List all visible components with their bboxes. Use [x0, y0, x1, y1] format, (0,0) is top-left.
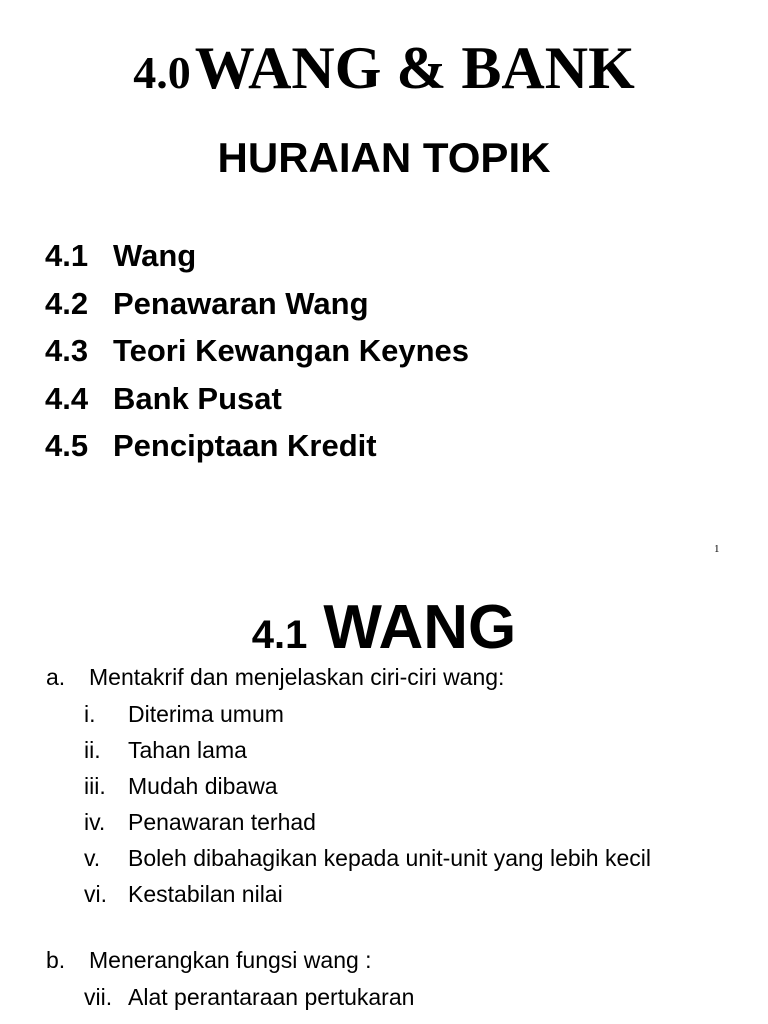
section-label: a.: [46, 664, 66, 690]
item-text: Penawaran terhad: [128, 809, 316, 835]
item-number: i.: [84, 701, 96, 727]
topic-number: 4.5: [45, 428, 89, 463]
title-text: WANG & BANK: [194, 35, 635, 101]
title-text: WANG: [323, 593, 517, 662]
item-number: iv.: [84, 809, 106, 835]
section-text: Mentakrif dan menjelaskan ciri-ciri wang:: [89, 664, 505, 690]
slide-wang: [0, 570, 768, 1024]
slide-title: [0, 592, 768, 663]
item-text: Boleh dibahagikan kepada unit-unit yang lebih kecil: [128, 845, 651, 871]
topic-number: 4.4: [45, 380, 89, 416]
topic-item: [45, 329, 469, 377]
item-number: vii.: [84, 984, 113, 1010]
item-number: v.: [84, 845, 101, 871]
item-number: vi.: [84, 881, 107, 907]
item-number: ii.: [84, 737, 101, 763]
item-text: Alat perantaraan pertukaran: [128, 984, 415, 1010]
item-text: Tahan lama: [128, 737, 247, 763]
topic-number: 4.1: [45, 238, 89, 273]
title-number: 4.1: [251, 613, 308, 657]
topic-item: [45, 424, 469, 472]
item-number: iii.: [84, 773, 106, 799]
topic-list: [45, 234, 469, 472]
functions-list: [84, 982, 721, 1018]
topic-item: [45, 377, 469, 425]
section-text: Menerangkan fungsi wang :: [89, 947, 372, 973]
item-text: Diterima umum: [128, 701, 284, 727]
list-item: [84, 879, 721, 910]
topic-item: [45, 282, 469, 330]
list-item: [84, 735, 721, 766]
list-item: [84, 807, 721, 838]
section-a-heading: [46, 664, 504, 691]
slide-title: [0, 34, 768, 103]
topic-item: [45, 234, 469, 282]
page-number: 1: [714, 543, 720, 555]
title-number: 4.0: [133, 47, 191, 98]
characteristics-list: [84, 699, 721, 915]
topic-number: 4.2: [45, 285, 89, 321]
topic-label: Teori Kewangan Keynes: [113, 333, 470, 368]
section-label: b.: [46, 947, 66, 973]
slide-subtitle: HURAIAN TOPIK: [217, 134, 551, 181]
topic-number: 4.3: [45, 333, 89, 368]
topic-label: Bank Pusat: [113, 380, 282, 416]
section-b-heading: [46, 947, 372, 974]
list-item: [84, 982, 721, 1013]
topic-label: Wang: [113, 238, 197, 273]
list-item: [84, 843, 721, 874]
topic-label: Penawaran Wang: [113, 285, 369, 321]
list-item: [84, 771, 721, 802]
item-text: Mudah dibawa: [128, 773, 278, 799]
list-item: [84, 699, 721, 730]
item-text: Kestabilan nilai: [128, 881, 283, 907]
topic-label: Penciptaan Kredit: [113, 428, 377, 463]
